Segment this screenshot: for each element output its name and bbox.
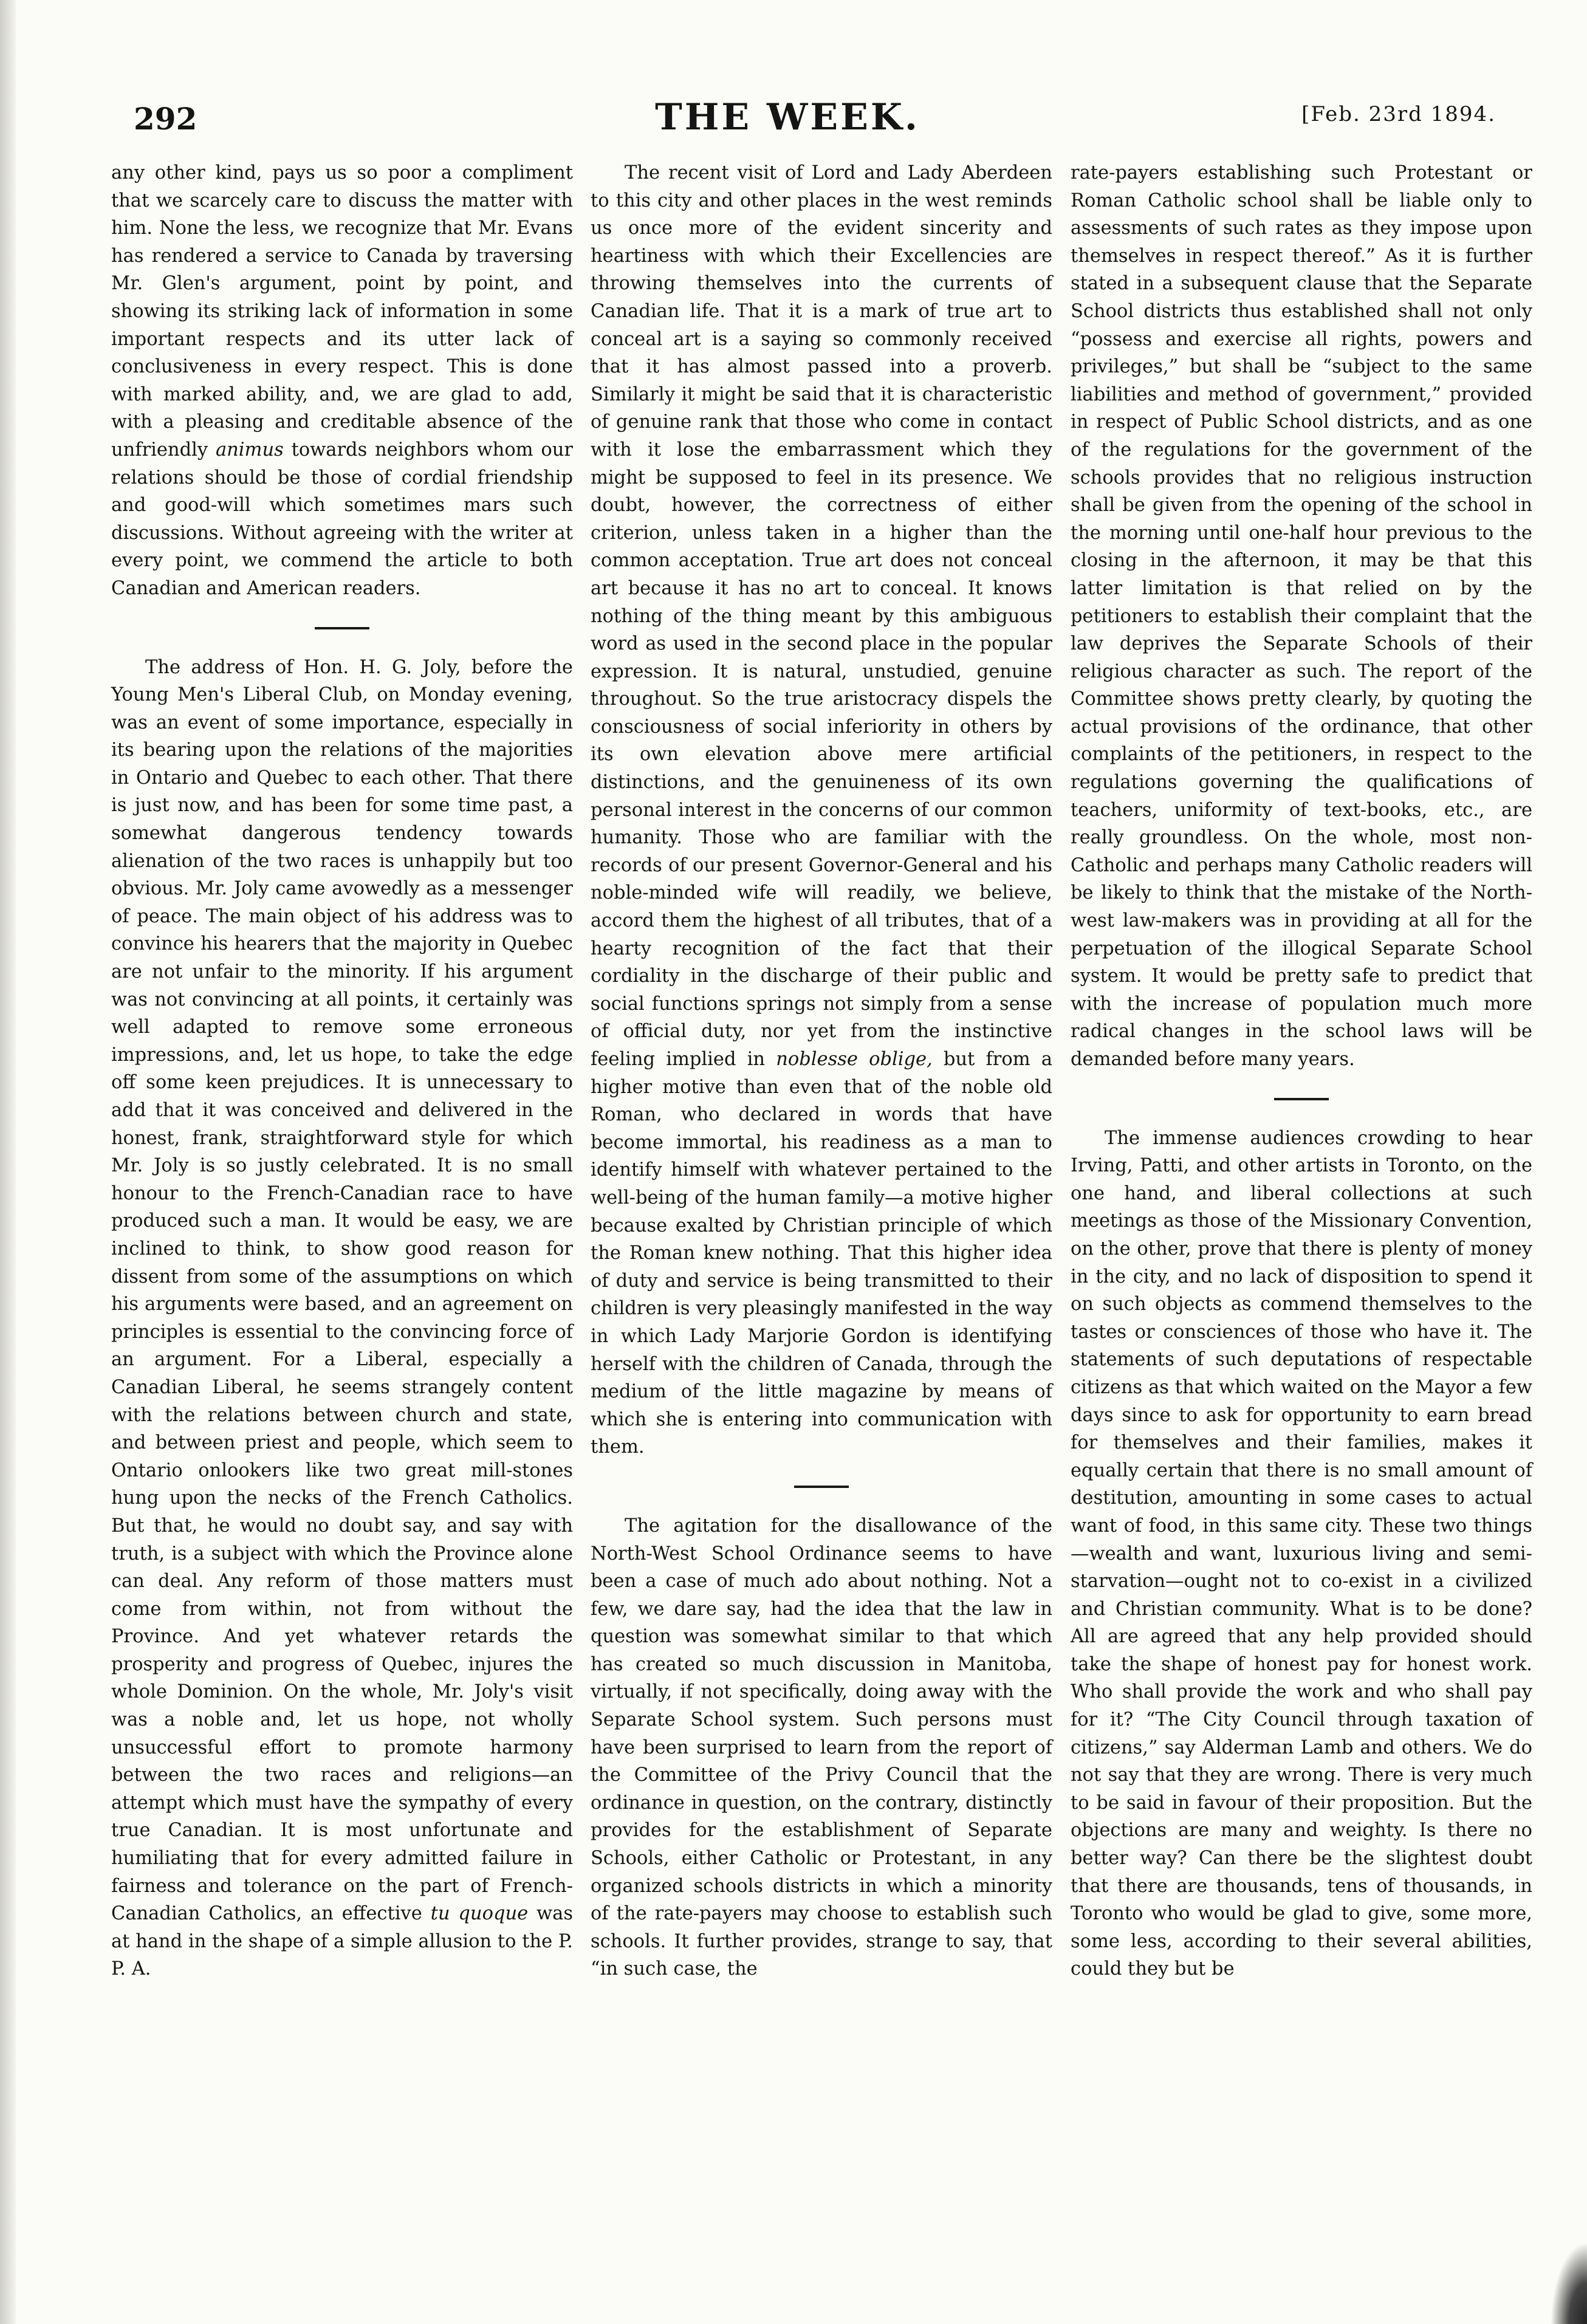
paragraph-text: any other kind, pays us so poor a compliment that we scarcely care to discuss the matter with him. None the less, we recognize that Mr. Evans has rendered a service to Canada by traversing Mr. Glen's argument, point by point, and showing its striking lack of information in some important respects and its utter lack of conclusiveness in every respect. This is done with marked ability, and, we are glad to add, with a pleasing and creditable absence of the unfriendly bbox=[111, 162, 573, 461]
italic-term: noblesse oblige, bbox=[776, 1049, 933, 1070]
column-3 bbox=[1071, 159, 1532, 2274]
paragraph-text: was at hand in the shape of a simple allusion to the P. P. A. bbox=[111, 1903, 573, 1980]
paragraph-school-ordinance-cont: rate-payers establishing such Protestant or Roman Catholic school shall be liable only to assessments of such rates as they impose upon themselves in respect thereof.” As it is further stated in a subsequent clause that the Separate School districts thus established shall not only “possess and exercise all rights, powers and privileges,” but shall be “subject to the same liabilities and method of government,” provided in respect of Public School districts, and as one of the regulations for the government of the schools provides that no religious instruction shall be given from the opening of the school in the morning until one-half hour previous to the closing in the afternoon, it may be that this latter limitation is that relied on by the petitioners to establish their complaint that the law deprives the Separate Schools of their religious character as such. The report of the Committee shows pretty clearly, by quoting the actual provisions of the ordinance, that other complaints of the petitioners, in respect to the regulations governing the qualifications of teachers, uniformity of text-books, etc., are really groundless. On the whole, most non-Catholic and perhaps many Catholic readers will be likely to think that the mistake of the North-west law-makers was in providing at all for the perpetuation of the illogical Separate School system. It would be pretty safe to predict that with the increase of population much more radical changes in the school laws will be demanded before many years. bbox=[1071, 162, 1532, 1070]
page-header bbox=[79, 96, 1496, 145]
paragraph-text: towards neighbors whom our relations should be those of cordial friendship and good-will which sometimes mars such discussions. Without agreeing with the writer at every point, we commend the article to both Canadian and American readers. bbox=[111, 439, 573, 599]
page-edge bbox=[0, 0, 16, 2324]
paragraph-evans-article bbox=[111, 159, 573, 603]
paragraph-aberdeen-visit bbox=[591, 159, 1052, 1461]
section-divider bbox=[315, 627, 369, 629]
paragraph-school-ordinance: The agitation for the disallowance of the North-West School Ordinance seems to have been a case of much ado about nothing. Not a few, we dare say, had the idea that the law in question was somewhat similar to that which has created so much discussion in Manitoba, virtually, if not specifically, doing away with the Separate School system. Such persons must have been surprised to learn from the report of the Committee of the Privy Council that the ordinance in question, on the contrary, distinctly provides for the establishment of Separate Schools, either Catholic or Protestant, in any organized schools districts in which a minority of the rate-payers may choose to establish such schools. It further provides, strange to say, that “in such case, the bbox=[591, 1515, 1052, 1980]
section-divider bbox=[794, 1486, 849, 1488]
section-divider bbox=[1274, 1098, 1329, 1100]
italic-term: tu quoque bbox=[430, 1903, 529, 1925]
column-1 bbox=[111, 159, 573, 2274]
italic-term: animus bbox=[215, 439, 284, 461]
paragraph-toronto-destitution: The immense audiences crowding to hear Irving, Patti, and other artists in Toronto, on the one hand, and liberal collections at such meetings as those of the Missionary Convention, on the other, prove that there is plenty of money in the city, and no lack of disposition to spend it on such objects as commend themselves to the tastes or consciences of those who have it. The statements of such deputations of respectable citizens as that which waited on the Mayor a few days since to ask for opportunity to earn bread for themselves and their families, makes it equally certain that there is no small amount of destitution, amounting in some cases to actual want of food, in this same city. These two things—wealth and want, luxurious living and semi-starvation—ought not to co-exist in a civilized and Christian community. What is to be done? All are agreed that any help provided should take the shape of honest pay for honest work. Who shall provide the work and who shall pay for it? “The City Council through taxation of citizens,” say Alderman Lamb and others. We do not say that they are wrong. There is very much to be said in favour of their proposition. But the objections are many and weighty. Is there no better way? Can there be the slightest doubt that there are thousands, tens of thousands, in Toronto who would be glad to give, some more, some less, according to their several abilities, could they but be bbox=[1071, 1127, 1532, 1980]
paragraph-text: The address of Hon. H. G. Joly, before the Young Men's Liberal Club, on Monday evening, was an event of some importance, especially in its bearing upon the relations of the majorities in Ontario and Quebec to each other. That there is just now, and has been for some time past, a somewhat dangerous tendency towards alienation of the two races is unhappily but too obvious. Mr. Joly came avowedly as a messenger of peace. The main object of his address was to convince his hearers that the majority in Quebec are not unfair to the minority. If his argument was not convincing at all points, it certainly was well adapted to remove some erroneous impressions, and, let us hope, to take the edge off some keen prejudices. It is unnecessary to add that it was conceived and delivered in the honest, frank, straightforward style for which Mr. Joly is so justly celebrated. It is no small honour to the French-Canadian race to have produced such a man. It would be easy, we are inclined to think, to show good reason for dissent from some of the assumptions on which his arguments were based, and an agreement on principles is essential to the convincing force of an argument. For a Liberal, especially a Canadian Liberal, he seems strangely content with the relations between church and state, and between priest and people, which seem to Ontario onlookers like two great mill-stones hung upon the necks of the French Catholics. But that, he would no doubt say, and say with truth, is a subject with which the Province alone can deal. Any reform of those matters must come from within, not from without the Province. And yet whatever retards the prosperity and progress of Quebec, injures the whole Dominion. On the whole, Mr. Joly's visit was a noble and, let us hope, not wholly unsuccessful effort to promote harmony between the two races and religions—an attempt which must have the sympathy of every true Canadian. It is most unfortunate and humiliating that for every admitted failure in fairness and tolerance on the part of French-Canadian Catholics, an effective bbox=[111, 656, 573, 1925]
paragraph-text: but from a higher motive than even that of the noble old Roman, who declared in words that have become immortal, his readiness as a man to identify himself with whatever pertained to the well-being of the human family—a motive higher because exalted by Christian principle of which the Roman knew nothing. That this higher idea of duty and service is being transmitted to their children is very pleasingly manifested in the way in which Lady Marjorie Gordon is identifying herself with the children of Canada, through the medium of the little magazine by means of which she is entering into communication with them. bbox=[591, 1049, 1052, 1458]
column-2 bbox=[591, 159, 1052, 2274]
paragraph-joly-address bbox=[111, 654, 573, 1984]
page-number: 292 bbox=[134, 101, 197, 137]
journal-title: THE WEEK. bbox=[655, 96, 920, 139]
issue-date: [Feb. 23rd 1894. bbox=[1301, 102, 1496, 126]
paragraph-text: The recent visit of Lord and Lady Aberdeen to this city and other places in the west reminds us once more of the evident sincerity and heartiness with which their Excellencies are throwing themselves into the currents of Canadian life. That it is a mark of true art to conceal art is a saying so commonly received that it has almost passed into a proverb. Similarly it might be said that it is characteristic of genuine rank that those who come in contact with it lose the embarrassment which they might be supposed to feel in its presence. We doubt, however, the correctness of either criterion, unless taken in a higher than the common acceptation. True art does not conceal art because it has no art to conceal. It knows nothing of the thing meant by this ambiguous word as used in the second place in the popular expression. It is natural, unstudied, genuine throughout. So the true aristocracy dispels the consciousness of social inferiority in others by its own elevation above mere artificial distinctions, and the genuineness of its own personal interest in the concerns of our common humanity. Those who are familiar with the records of our present Governor-General and his noble-minded wife will readily, we believe, accord them the highest of all tributes, that of a hearty recognition of the fact that their cordiality in the discharge of their public and social functions springs not simply from a sense of official duty, nor yet from the instinctive feeling implied in bbox=[591, 162, 1052, 1070]
page-corner-mark bbox=[1551, 2242, 1587, 2324]
